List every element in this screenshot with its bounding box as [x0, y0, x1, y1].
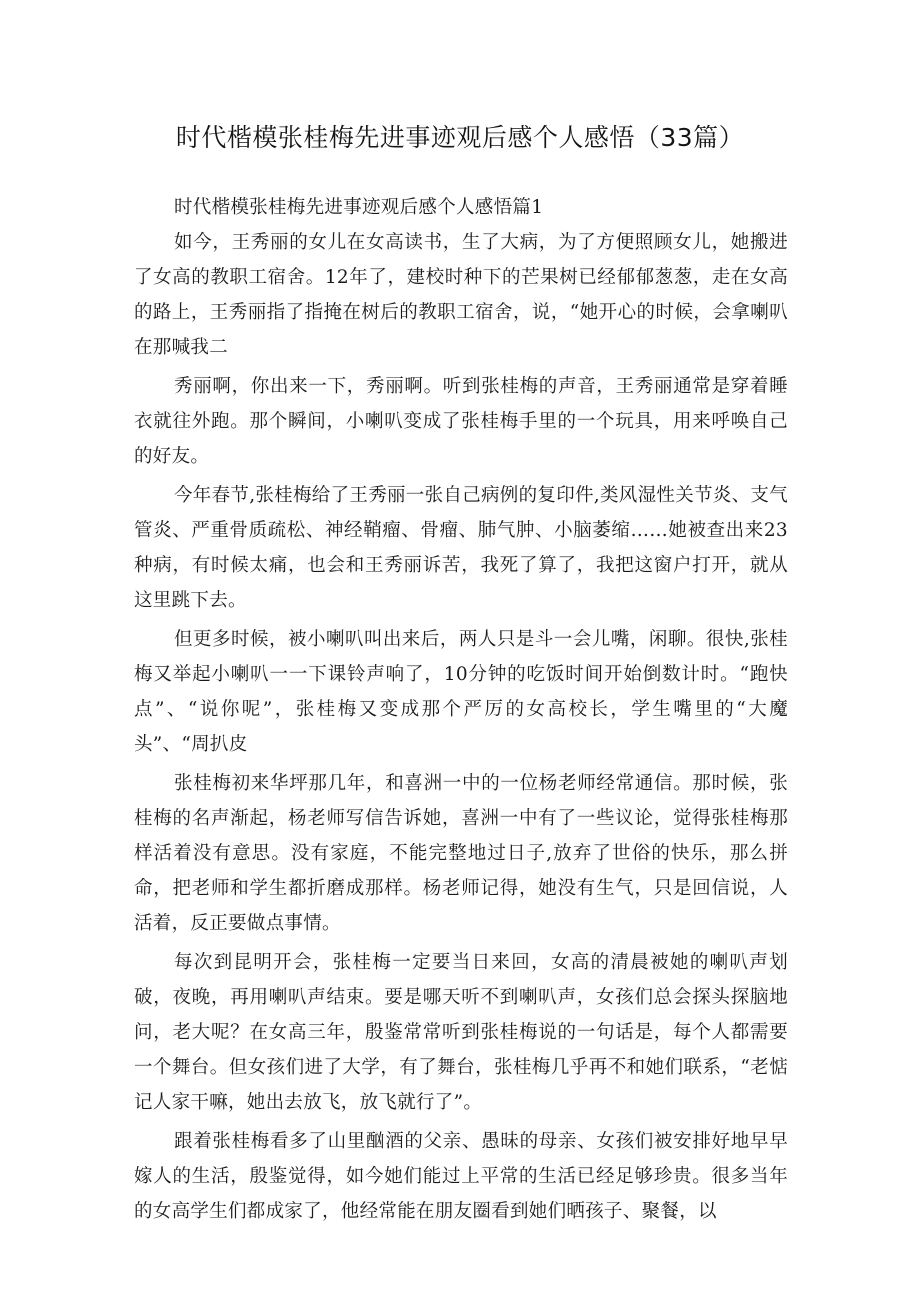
paragraph-3: 今年春节,张桂梅给了王秀丽一张自己病例的复印件,类风湿性关节炎、支气管炎、严重骨质疏松、神经鞘瘤、骨瘤、肺气肿、小脑萎缩……她被查出来23种病，有时候太痛，也会和王秀丽诉苦，我死了算了，我把这窗户打开，就从这里跳下去。: [134, 485, 788, 611]
document-title: 时代楷模张桂梅先进事迹观后感个人感悟（33篇）: [175, 123, 745, 152]
section-heading: 时代楷模张桂梅先进事迹观后感个人感悟篇1: [174, 197, 544, 218]
paragraph-6: 每次到昆明开会，张桂梅一定要当日来回，女高的清晨被她的喇叭声划破，夜晚，再用喇叭声结束。要是哪天听不到喇叭声，女孩们总会探头探脑地问，老大呢？在女高三年，殷鉴常常听到张桂梅说的一句话是，每个人都需要一个舞台。但女孩们进了大学，有了舞台，张桂梅几乎再不和她们联系，“老惦记人家干嘛，她出去放飞，放飞就行了”。: [134, 952, 788, 1113]
paragraph-1: 如今，王秀丽的女儿在女高读书，生了大病，为了方便照顾女儿，她搬进了女高的教职工宿舍。12年了，建校时种下的芒果树已经郁郁葱葱，走在女高的路上，王秀丽指了指掩在树后的教职工宿舍，说，“她开心的时候，会拿喇叭在那喊我二: [134, 232, 788, 358]
paragraph-7: 跟着张桂梅看多了山里酗酒的父亲、愚昧的母亲、女孩们被安排好地早早嫁人的生活，殷鉴觉得，如今她们能过上平常的生活已经足够珍贵。很多当年的女高学生们都成家了，他经常能在朋友圈看到她们晒孩子、聚餐，以: [134, 1131, 788, 1222]
paragraph-4: 但更多时候，被小喇叭叫出来后，两人只是斗一会儿嘴，闲聊。很快,张桂梅又举起小喇叭一一下课铃声响了，10分钟的吃饭时间开始倒数计时。“跑快点”、“说你呢”，张桂梅又变成那个严厉的女高校长，学生嘴里的“大魔头”、“周扒皮: [134, 629, 788, 755]
paragraph-5: 张桂梅初来华坪那几年，和喜洲一中的一位杨老师经常通信。那时候，张桂梅的名声渐起，杨老师写信告诉她，喜洲一中有了一些议论，觉得张桂梅那样活着没有意思。没有家庭，不能完整地过日子,放弃了世俗的快乐，那么拼命，把老师和学生都折磨成那样。杨老师记得，她没有生气，只是回信说，人活着，反正要做点事情。: [134, 773, 788, 934]
document-body: [134, 190, 788, 1233]
paragraph-2: 秀丽啊，你出来一下，秀丽啊。听到张桂梅的声音，王秀丽通常是穿着睡衣就往外跑。那个瞬间，小喇叭变成了张桂梅手里的一个玩具，用来呼唤自己的好友。: [134, 376, 788, 467]
